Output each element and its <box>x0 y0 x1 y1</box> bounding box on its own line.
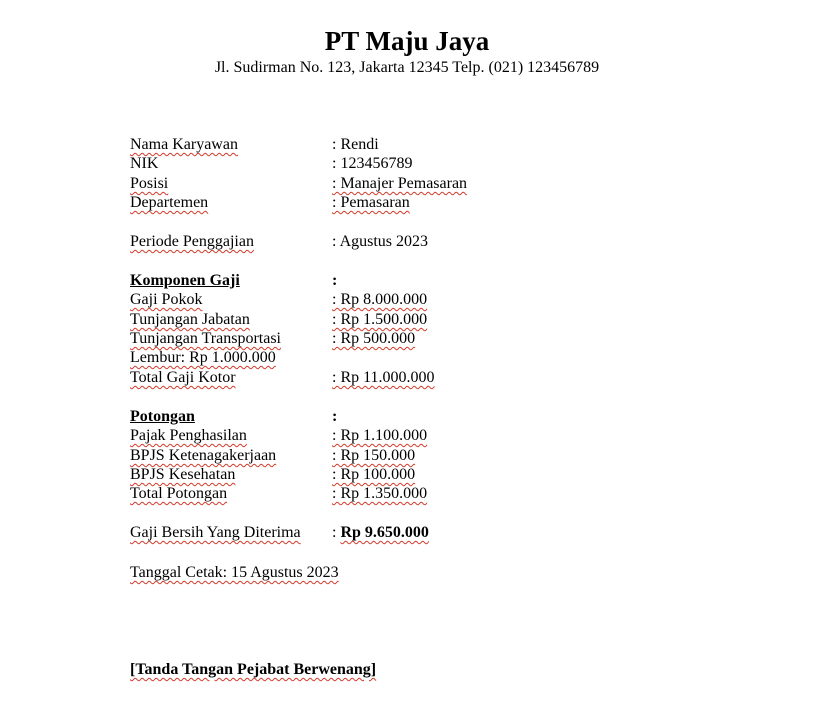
total-deductions-label: Total Potongan <box>130 485 228 502</box>
bpjs-employment-label: BPJS Ketenagakerjaan <box>130 447 277 464</box>
salary-heading: Komponen Gaji <box>130 272 240 289</box>
income-tax-label: Pajak Penghasilan <box>130 427 247 444</box>
pay-period-value: : Agustus 2023 <box>332 233 429 250</box>
employee-position-label: Posisi <box>130 175 169 192</box>
employee-name-value: : Rendi <box>332 136 379 153</box>
employee-position-value: : Manajer Pemasaran <box>332 175 468 192</box>
net-salary-value: Rp 9.650.000 <box>340 524 429 541</box>
position-allowance-value: : Rp 1.500.000 <box>332 311 428 328</box>
transport-allowance-value: : Rp 500.000 <box>332 330 416 347</box>
bpjs-health-value: : Rp 100.000 <box>332 466 416 483</box>
deductions-heading: Potongan <box>130 408 195 425</box>
base-salary-value: : Rp 8.000.000 <box>332 291 428 308</box>
gross-salary-value: : Rp 11.000.000 <box>332 369 435 386</box>
bpjs-health-label: BPJS Kesehatan <box>130 466 236 483</box>
net-salary-label: Gaji Bersih Yang Diterima <box>130 524 301 541</box>
signature-placeholder: [Tanda Tangan Pejabat Berwenang] <box>130 661 377 678</box>
base-salary-label: Gaji Pokok <box>130 291 203 308</box>
employee-nik-value: : 123456789 <box>332 155 413 172</box>
net-salary-colon: : <box>332 524 341 541</box>
total-deductions-value: : Rp 1.350.000 <box>332 485 428 502</box>
net-salary-value-wrapper <box>332 523 429 543</box>
print-date: Tanggal Cetak: 15 Agustus 2023 <box>130 564 339 581</box>
overtime-line: Lembur: Rp 1.000.000 <box>130 349 276 366</box>
income-tax-value: : Rp 1.100.000 <box>332 427 428 444</box>
deductions-heading-colon: : <box>332 408 338 425</box>
pay-period-label: Periode Penggajian <box>130 233 254 250</box>
gross-salary-label: Total Gaji Kotor <box>130 369 236 386</box>
salary-heading-colon: : <box>332 272 338 289</box>
transport-allowance-label: Tunjangan Transportasi <box>130 330 281 347</box>
employee-department-value: : Pemasaran <box>332 194 410 211</box>
position-allowance-label: Tunjangan Jabatan <box>130 311 250 328</box>
company-name: PT Maju Jaya <box>324 26 490 56</box>
bpjs-employment-value: : Rp 150.000 <box>332 447 416 464</box>
company-address: Jl. Sudirman No. 123, Jakarta 12345 Telp. (021) 123456789 <box>214 59 600 76</box>
employee-department-label: Departemen <box>130 194 209 211</box>
employee-name-label: Nama Karyawan <box>130 136 238 153</box>
employee-nik-label: NIK <box>130 155 159 172</box>
